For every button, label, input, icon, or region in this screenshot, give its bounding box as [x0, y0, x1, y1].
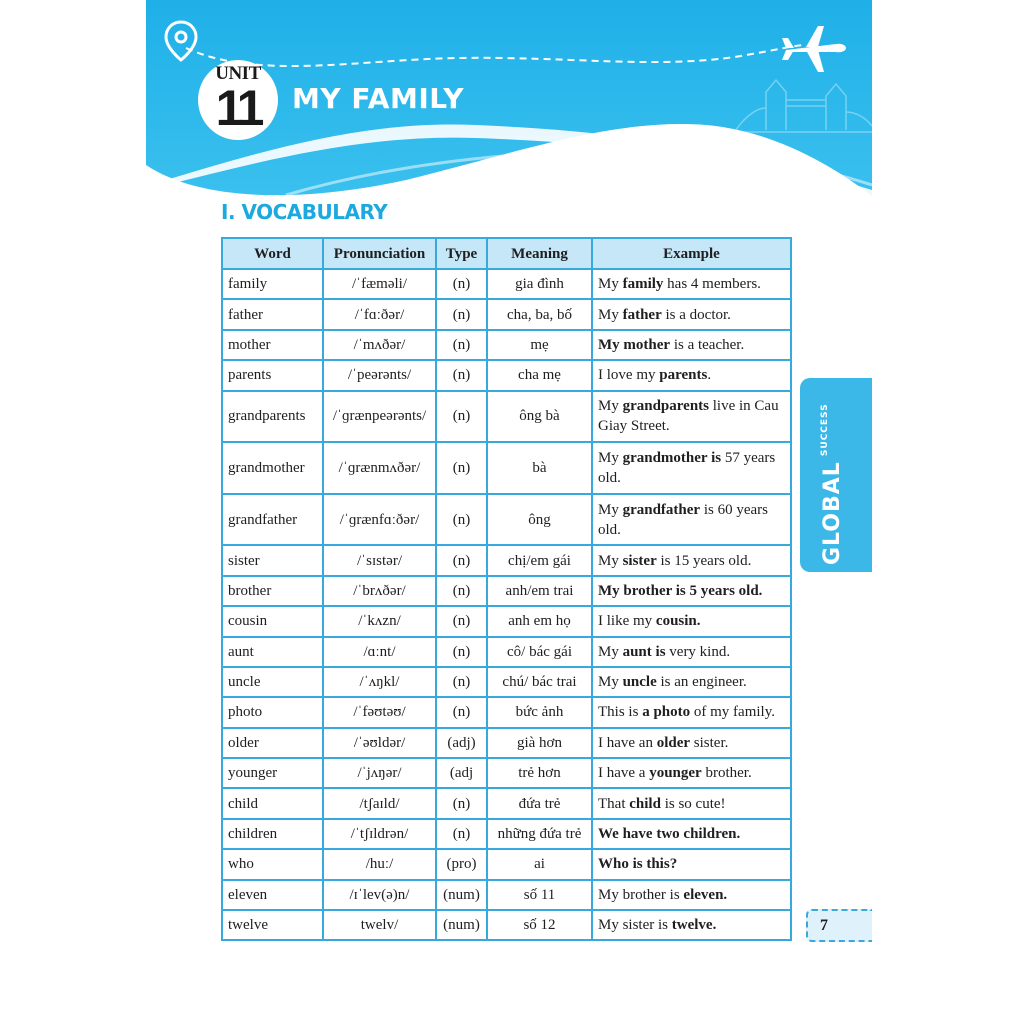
- example-text: brother.: [701, 765, 752, 782]
- cell-type: (adj): [436, 728, 487, 758]
- cell-word: children: [222, 819, 323, 849]
- cell-type: (n): [436, 442, 487, 494]
- example-keyword: My mother: [598, 336, 671, 353]
- table-row: [222, 545, 791, 575]
- cell-word: parents: [222, 360, 323, 390]
- cell-example: [592, 910, 791, 940]
- cell-pronunciation: /ˈɡrænmʌðər/: [323, 442, 436, 494]
- cell-pronunciation: /ˈɡrænpeərənts/: [323, 391, 436, 443]
- cell-pronunciation: /ˈbrʌðər/: [323, 576, 436, 606]
- example-keyword: My brother is 5 years old.: [598, 582, 763, 599]
- cell-example: [592, 788, 791, 818]
- cell-type: (adj: [436, 758, 487, 788]
- cell-example: [592, 758, 791, 788]
- example-text: My: [598, 398, 623, 415]
- example-text: has 4 members.: [663, 276, 761, 293]
- cell-example: [592, 637, 791, 667]
- example-text: I have an: [598, 734, 657, 751]
- example-text: is a teacher.: [670, 336, 745, 353]
- table-row: [222, 637, 791, 667]
- cell-example: [592, 330, 791, 360]
- table-row: [222, 576, 791, 606]
- cell-type: (n): [436, 667, 487, 697]
- table-row: [222, 849, 791, 879]
- cell-word: photo: [222, 697, 323, 727]
- example-keyword: We have two children.: [598, 826, 741, 843]
- table-row: [222, 360, 791, 390]
- cell-meaning: cha mẹ: [487, 360, 592, 390]
- cell-example: [592, 697, 791, 727]
- table-row: [222, 728, 791, 758]
- example-text: My: [598, 501, 623, 518]
- cell-word: twelve: [222, 910, 323, 940]
- cell-meaning: trẻ hơn: [487, 758, 592, 788]
- cell-type: (n): [436, 360, 487, 390]
- cell-pronunciation: /ˈfæməli/: [323, 269, 436, 299]
- cell-word: cousin: [222, 606, 323, 636]
- brand-main-text: GLOBAL: [820, 461, 845, 565]
- example-text: My: [598, 552, 623, 569]
- cell-word: grandmother: [222, 442, 323, 494]
- cell-word: older: [222, 728, 323, 758]
- example-keyword: father: [622, 306, 662, 323]
- example-keyword: older: [656, 734, 691, 751]
- cell-word: uncle: [222, 667, 323, 697]
- example-keyword: a photo: [642, 704, 691, 721]
- cell-meaning: anh em họ: [487, 606, 592, 636]
- table-row: [222, 269, 791, 299]
- example-keyword: younger: [649, 765, 702, 782]
- example-keyword: eleven.: [683, 886, 728, 903]
- column-header-word: Word: [222, 238, 323, 269]
- cell-example: [592, 545, 791, 575]
- example-text: of my family.: [690, 704, 775, 721]
- cell-example: [592, 494, 791, 546]
- cell-word: younger: [222, 758, 323, 788]
- example-text: is 60 years old.: [598, 501, 768, 538]
- unit-number: 11: [215, 80, 261, 136]
- cell-meaning: đứa trẻ: [487, 788, 592, 818]
- cell-type: (n): [436, 576, 487, 606]
- brand-sub-text: SUCCESS: [820, 403, 830, 457]
- cell-word: who: [222, 849, 323, 879]
- table-row: [222, 788, 791, 818]
- cell-meaning: số 11: [487, 880, 592, 910]
- cell-example: [592, 849, 791, 879]
- column-header-example: Example: [592, 238, 791, 269]
- cell-meaning: cô/ bác gái: [487, 637, 592, 667]
- example-text: My: [598, 674, 623, 691]
- cell-type: (num): [436, 880, 487, 910]
- cell-meaning: ai: [487, 849, 592, 879]
- cell-word: family: [222, 269, 323, 299]
- cell-pronunciation: /ˈʌŋkl/: [323, 667, 436, 697]
- unit-label: UNIT: [215, 63, 261, 84]
- cell-meaning: bà: [487, 442, 592, 494]
- example-text: This is: [598, 704, 643, 721]
- example-text: 57 years old.: [598, 449, 776, 486]
- example-text: My: [598, 276, 623, 293]
- section-heading: I. VOCABULARY: [221, 200, 388, 224]
- table-body: [222, 269, 791, 940]
- example-keyword: parents: [659, 367, 708, 384]
- cell-word: grandparents: [222, 391, 323, 443]
- cell-pronunciation: /ˈpeərənts/: [323, 360, 436, 390]
- cell-type: (n): [436, 819, 487, 849]
- cell-type: (n): [436, 545, 487, 575]
- table-row: [222, 697, 791, 727]
- example-keyword: family: [622, 276, 664, 293]
- cell-word: grandfather: [222, 494, 323, 546]
- cell-pronunciation: /huː/: [323, 849, 436, 879]
- example-text: My: [598, 643, 623, 660]
- example-text: .: [707, 367, 712, 384]
- example-keyword: grandmother is: [622, 449, 722, 466]
- vocabulary-table: [221, 237, 792, 941]
- cell-example: [592, 606, 791, 636]
- cell-meaning: già hơn: [487, 728, 592, 758]
- cell-pronunciation: /ˈfəʊtəʊ/: [323, 697, 436, 727]
- example-text: My: [598, 306, 623, 323]
- cell-meaning: chú/ bác trai: [487, 667, 592, 697]
- example-text: My: [598, 449, 623, 466]
- cell-type: (n): [436, 494, 487, 546]
- column-header-pronunciation: Pronunciation: [323, 238, 436, 269]
- table-row: [222, 442, 791, 494]
- unit-title: MY FAMILY: [292, 82, 465, 115]
- example-text: is 15 years old.: [656, 552, 752, 569]
- table-row: [222, 880, 791, 910]
- page-number: 7: [806, 909, 872, 942]
- cell-meaning: những đứa trẻ: [487, 819, 592, 849]
- table-row: [222, 606, 791, 636]
- cell-type: (n): [436, 391, 487, 443]
- table-row: [222, 910, 791, 940]
- cell-example: [592, 667, 791, 697]
- example-text: sister.: [690, 734, 729, 751]
- table-row: [222, 819, 791, 849]
- cell-meaning: bức ảnh: [487, 697, 592, 727]
- cell-type: (pro): [436, 849, 487, 879]
- example-keyword: grandfather: [622, 501, 701, 518]
- cell-pronunciation: /ˈmʌðər/: [323, 330, 436, 360]
- table-row: [222, 299, 791, 329]
- example-text: is a doctor.: [661, 306, 731, 323]
- cell-pronunciation: /ˈɡrænfɑːðər/: [323, 494, 436, 546]
- cell-pronunciation: /ˈjʌŋər/: [323, 758, 436, 788]
- example-text: live in Cau Giay Street.: [598, 398, 779, 435]
- cell-example: [592, 880, 791, 910]
- cell-type: (n): [436, 606, 487, 636]
- example-keyword: child: [629, 795, 661, 812]
- cell-pronunciation: /ˈfɑːðər/: [323, 299, 436, 329]
- cell-pronunciation: /ˈəʊldər/: [323, 728, 436, 758]
- example-keyword: uncle: [622, 674, 657, 691]
- table-header-row: [222, 238, 791, 269]
- cell-meaning: anh/em trai: [487, 576, 592, 606]
- table-row: [222, 391, 791, 443]
- unit-badge: [198, 60, 278, 140]
- cell-pronunciation: /ˈkʌzn/: [323, 606, 436, 636]
- cell-example: [592, 728, 791, 758]
- cell-example: [592, 819, 791, 849]
- cell-type: (num): [436, 910, 487, 940]
- cell-word: brother: [222, 576, 323, 606]
- cell-example: [592, 269, 791, 299]
- example-text: I like my: [598, 613, 656, 630]
- cell-pronunciation: /ˈtʃɪldrən/: [323, 819, 436, 849]
- cell-word: father: [222, 299, 323, 329]
- example-keyword: aunt is: [622, 643, 666, 660]
- cell-word: aunt: [222, 637, 323, 667]
- table-row: [222, 494, 791, 546]
- cell-meaning: gia đình: [487, 269, 592, 299]
- example-text: That: [598, 795, 630, 812]
- cell-meaning: mẹ: [487, 330, 592, 360]
- cell-type: (n): [436, 330, 487, 360]
- cell-pronunciation: /ɑːnt/: [323, 637, 436, 667]
- cell-example: [592, 576, 791, 606]
- table-row: [222, 758, 791, 788]
- cell-type: (n): [436, 697, 487, 727]
- example-keyword: twelve.: [671, 917, 717, 934]
- example-keyword: Who is this?: [598, 856, 678, 873]
- cell-example: [592, 442, 791, 494]
- example-text: very kind.: [665, 643, 731, 660]
- cell-meaning: ông bà: [487, 391, 592, 443]
- cell-example: [592, 360, 791, 390]
- cell-word: eleven: [222, 880, 323, 910]
- cell-word: child: [222, 788, 323, 818]
- column-header-type: Type: [436, 238, 487, 269]
- cell-meaning: ông: [487, 494, 592, 546]
- cell-type: (n): [436, 269, 487, 299]
- cell-meaning: chị/em gái: [487, 545, 592, 575]
- cell-type: (n): [436, 299, 487, 329]
- cell-type: (n): [436, 788, 487, 818]
- table-row: [222, 667, 791, 697]
- example-text: My sister is: [598, 917, 672, 934]
- example-keyword: sister: [622, 552, 657, 569]
- column-header-meaning: Meaning: [487, 238, 592, 269]
- side-tab: [800, 378, 872, 572]
- cell-word: sister: [222, 545, 323, 575]
- example-text: I have a: [598, 765, 650, 782]
- cell-pronunciation: twelv/: [323, 910, 436, 940]
- example-text: is so cute!: [660, 795, 726, 812]
- example-keyword: cousin.: [655, 613, 701, 630]
- cell-pronunciation: /tʃaɪld/: [323, 788, 436, 818]
- cell-example: [592, 299, 791, 329]
- cell-meaning: cha, ba, bố: [487, 299, 592, 329]
- example-text: is an engineer.: [656, 674, 747, 691]
- cell-example: [592, 391, 791, 443]
- cell-word: mother: [222, 330, 323, 360]
- cell-pronunciation: /ˈsɪstər/: [323, 545, 436, 575]
- example-text: I love my: [598, 367, 660, 384]
- table-row: [222, 330, 791, 360]
- cell-type: (n): [436, 637, 487, 667]
- cell-meaning: số 12: [487, 910, 592, 940]
- cell-pronunciation: /ɪˈlev(ə)n/: [323, 880, 436, 910]
- example-text: My brother is: [598, 886, 684, 903]
- example-keyword: grandparents: [622, 398, 709, 415]
